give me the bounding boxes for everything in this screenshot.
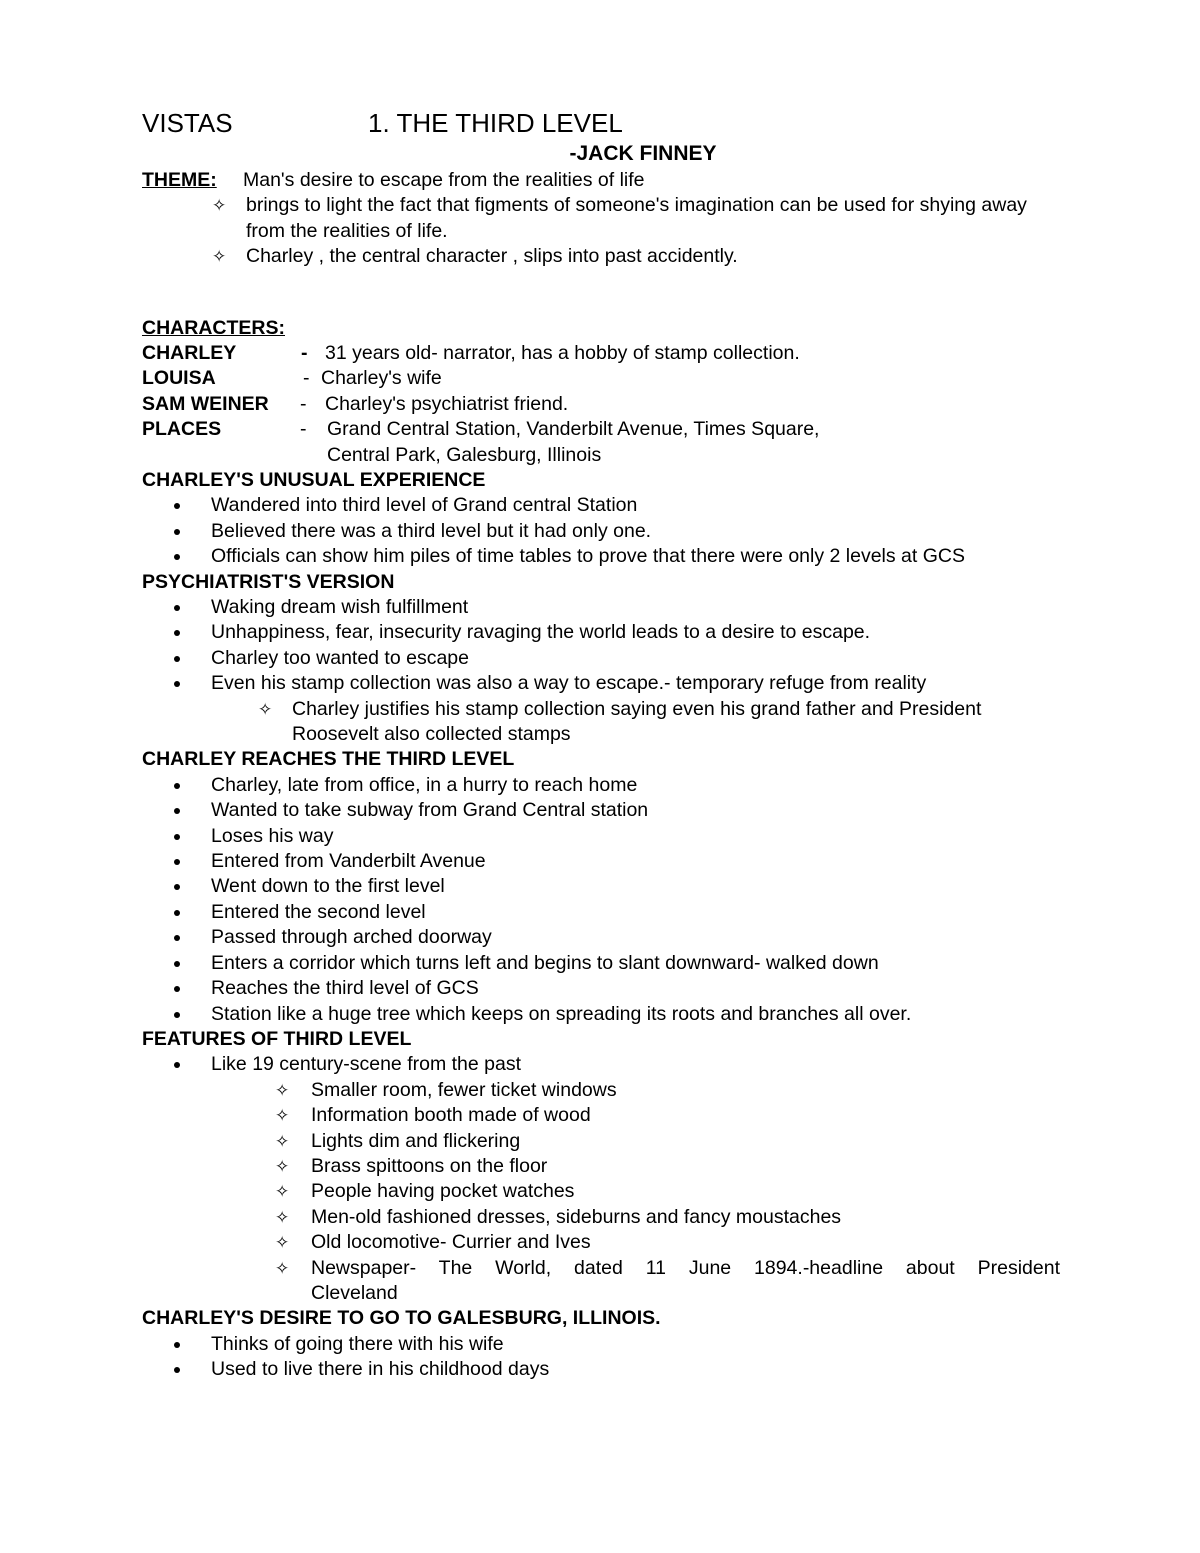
bullet-list [142,1052,1062,1077]
section-heading: CHARLEY'S UNUSUAL EXPERIENCE [142,468,486,491]
bullet-icon [174,529,180,535]
theme-point-text: brings to light the fact that figments of someone's imagination can be used for shying away from the realities of life. [246,194,1027,242]
chapter-title: 1. THE THIRD LEVEL [368,108,623,138]
bullet-list [142,493,1062,569]
bullet-list [142,595,1062,697]
character-name: LOUISA [142,367,216,390]
list-item: Believed there was a third level but it had only one. [142,519,1062,544]
character-name: PLACES [142,418,222,441]
theme-label: THEME: [142,169,217,191]
bullet-icon [174,961,180,967]
list-item: Wandered into third level of Grand central Station [142,493,1062,518]
bullet-list [142,1332,1062,1383]
list-item: Station like a huge tree which keeps on spreading its roots and branches all over. [142,1002,1062,1027]
character-row-continued [142,443,1062,468]
bullet-icon [174,834,180,840]
character-desc: Charley's psychiatrist friend. [325,392,569,415]
character-dash: - [300,418,307,441]
list-item: Officials can show him piles of time tables to prove that there were only 2 levels at GCS [142,544,1062,569]
author-name: -JACK FINNEY [569,142,717,165]
bullet-icon [174,1012,180,1018]
theme-text: Man's desire to escape from the realities of life [243,169,645,191]
list-item: Entered the second level [142,900,1062,925]
list-item: Charley too wanted to escape [142,646,1062,671]
bullet-icon [174,630,180,636]
diamond-bullet-icon: ✧ [275,1156,290,1176]
bullet-icon [174,910,180,916]
list-item: Went down to the first level [142,874,1062,899]
theme-row [142,168,1062,193]
title-row [142,106,1062,140]
character-name: CHARLEY [142,342,237,365]
section-heading: PSYCHIATRIST'S VERSION [142,570,395,593]
diamond-bullet-icon: ✧ [275,1106,290,1126]
character-row [142,392,1062,417]
list-item: Reaches the third level of GCS [142,976,1062,1001]
bullet-icon [174,859,180,865]
sub-list-item: ✧ People having pocket watches [142,1179,1062,1204]
sub-list-item-continued: Cleveland [311,1281,398,1304]
bullet-icon [174,986,180,992]
sub-list-item: ✧ Brass spittoons on the floor [142,1154,1062,1179]
bullet-icon [174,605,180,611]
sub-list-item: ✧ Information booth made of wood [142,1103,1062,1128]
bullet-icon [174,935,180,941]
sub-list-item: ✧ Smaller room, fewer ticket windows [142,1078,1062,1103]
section-heading: CHARLEY REACHES THE THIRD LEVEL [142,748,515,771]
theme-point [212,193,1062,244]
diamond-bullet-icon: ✧ [275,1182,290,1202]
bullet-icon [174,884,180,890]
list-item: Entered from Vanderbilt Avenue [142,849,1062,874]
sub-list-item: ✧ Newspaper- The World, dated 11 June 1894.-headline about President [142,1256,1062,1281]
sub-list-item: ✧ Men-old fashioned dresses, sideburns and fancy moustaches [142,1205,1062,1230]
list-item: Passed through arched doorway [142,925,1062,950]
bullet-icon [174,503,180,509]
character-dash: - [301,342,308,365]
diamond-bullet-icon: ✧ [212,247,227,267]
sub-list-item: ✧ Charley justifies his stamp collection saying even his grand father and President Roosevelt also collected stamps [258,697,982,746]
section-heading: FEATURES OF THIRD LEVEL [142,1027,412,1050]
diamond-bullet-icon: ✧ [275,1080,290,1100]
diamond-bullet-icon: ✧ [275,1258,290,1278]
section-title: VISTAS [142,108,233,138]
list-item: Used to live there in his childhood days [142,1357,1062,1382]
character-row [142,366,1062,391]
theme-point-text: Charley , the central character , slips into past accidently. [246,245,738,268]
bullet-icon [174,1342,180,1348]
list-item: Thinks of going there with his wife [142,1332,1062,1357]
bullet-list [142,773,1062,1027]
characters-heading: CHARACTERS: [142,316,285,339]
diamond-bullet-icon: ✧ [275,1207,290,1227]
character-name: SAM WEINER [142,392,269,415]
character-row [142,341,1062,366]
bullet-icon [174,1367,180,1373]
bullet-icon [174,808,180,814]
bullet-icon [174,554,180,560]
diamond-bullet-icon: ✧ [212,196,227,216]
list-item: Even his stamp collection was also a way to escape.- temporary refuge from reality [142,671,1062,696]
character-dash: - [300,392,307,415]
sub-list-item: ✧ Old locomotive- Currier and Ives [142,1230,1062,1255]
character-desc: 31 years old- narrator, has a hobby of stamp collection. [325,342,800,365]
character-desc: Charley's wife [321,367,442,390]
bullet-icon [174,656,180,662]
character-dash: - [303,367,310,390]
bullet-icon [174,681,180,687]
diamond-bullet-icon: ✧ [258,699,273,719]
section-heading: CHARLEY'S DESIRE TO GO TO GALESBURG, ILLINOIS. [142,1307,661,1330]
character-desc: Central Park, Galesburg, Illinois [327,443,602,466]
list-item: Waking dream wish fulfillment [142,595,1062,620]
bullet-icon [174,783,180,789]
diamond-bullet-icon: ✧ [275,1233,290,1253]
list-item: Charley, late from office, in a hurry to reach home [142,773,1062,798]
list-item: Enters a corridor which turns left and begins to slant downward- walked down [142,951,1062,976]
sub-list-item: ✧ Lights dim and flickering [142,1129,1062,1154]
list-item: Unhappiness, fear, insecurity ravaging the world leads to a desire to escape. [142,620,1062,645]
list-item: Loses his way [142,824,1062,849]
character-desc: Grand Central Station, Vanderbilt Avenue, Times Square, [327,418,820,441]
diamond-bullet-icon: ✧ [275,1131,290,1151]
list-item: Wanted to take subway from Grand Central station [142,798,1062,823]
bullet-icon [174,1062,180,1068]
document-page [142,106,1062,1383]
spacer [142,270,1062,316]
list-item: Like 19 century-scene from the past [142,1052,1062,1077]
theme-point [212,244,1062,269]
character-row [142,417,1062,442]
